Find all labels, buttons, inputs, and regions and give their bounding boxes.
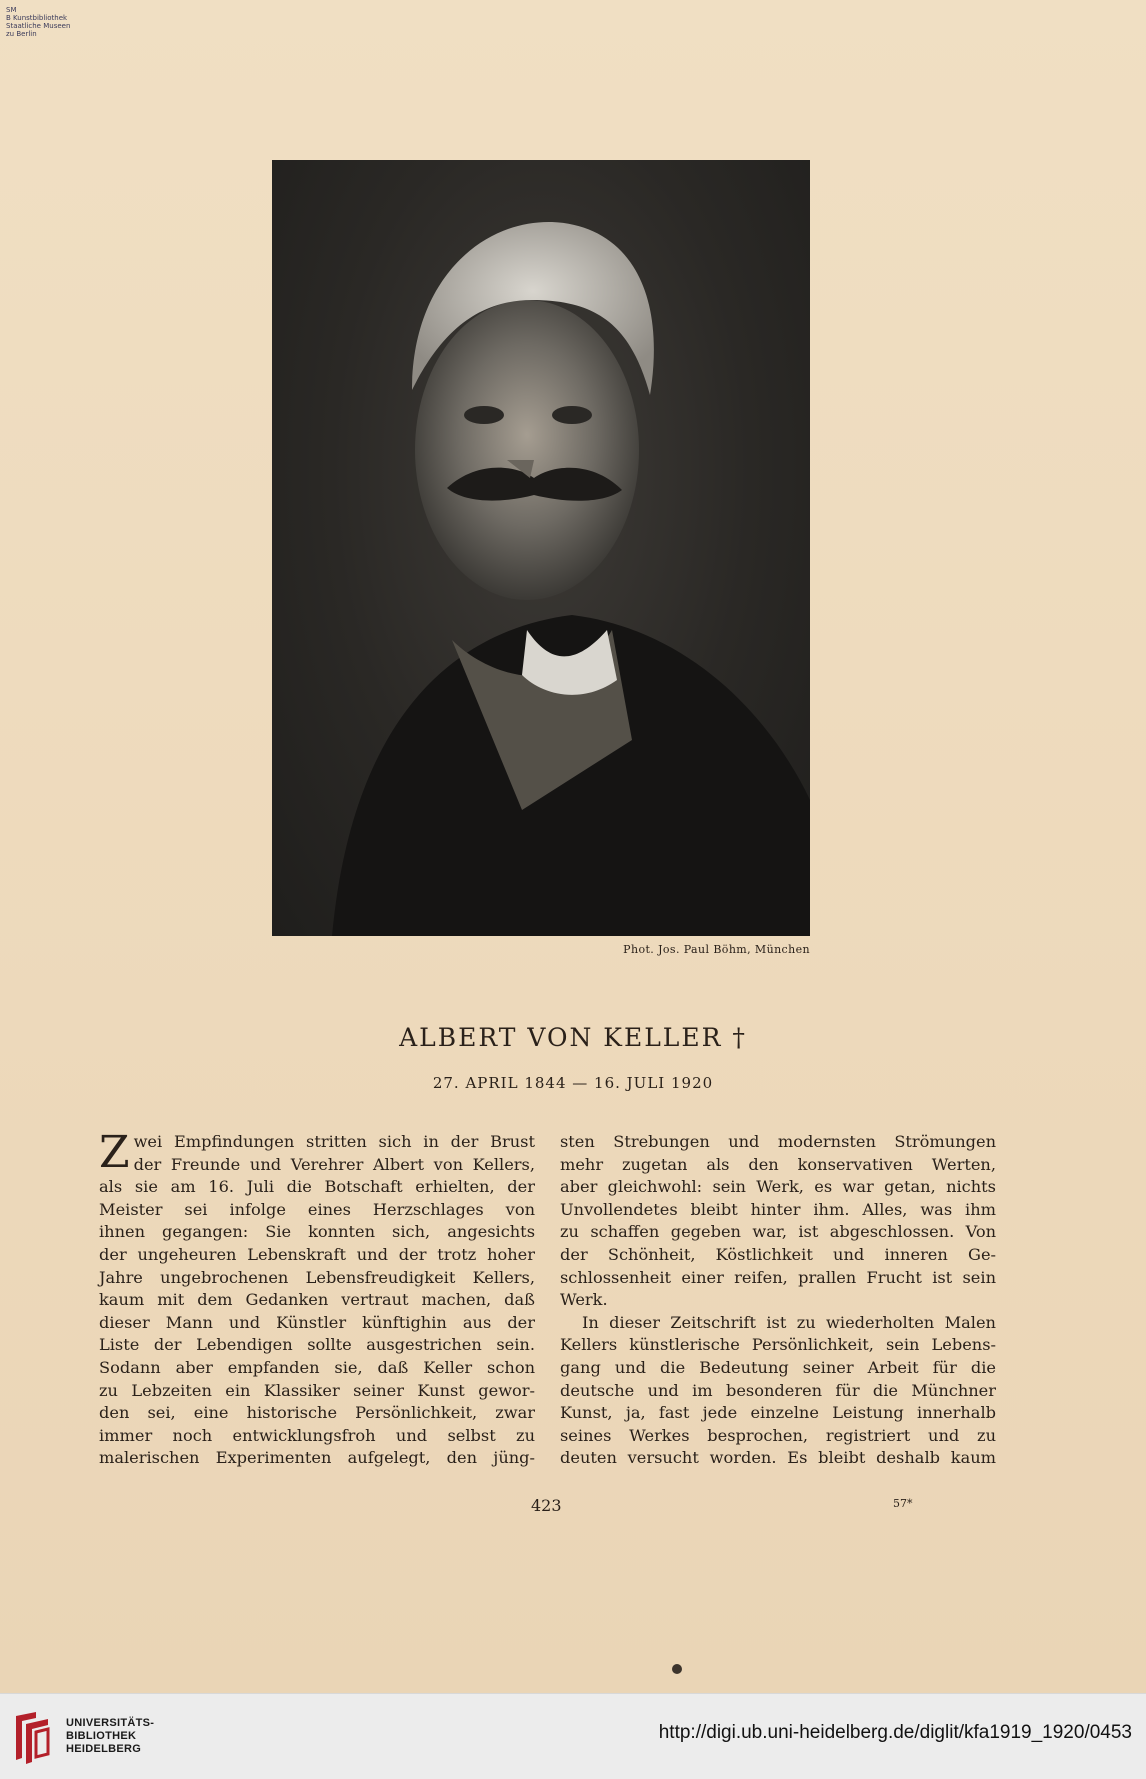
stamp-line: Staatliche Museen <box>6 22 71 30</box>
text-column-right <box>560 1131 996 1470</box>
text-line: immer noch entwicklungsfroh und selbst zu <box>99 1425 535 1445</box>
text-line: Kellers künstlerische Persönlichkeit, sein Lebens- <box>560 1335 996 1355</box>
viewer-footer <box>0 1693 1146 1779</box>
text-column-left <box>99 1127 535 1470</box>
text-line: der Schönheit, Köstlichkeit und inneren Ge- <box>560 1244 996 1264</box>
article-dates: 27. APRIL 1844 — 16. JULI 1920 <box>432 1074 714 1092</box>
text-line: der Freunde und Verehrer Albert von Kellers, <box>133 1154 535 1174</box>
library-name-line: HEIDELBERG <box>66 1743 142 1755</box>
text-line: Kunst, ja, fast jede einzelne Leistung innerhalb <box>560 1403 996 1423</box>
library-stamp <box>6 6 70 38</box>
text-line: schlossenheit einer reifen, prallen Frucht ist sein <box>560 1267 996 1287</box>
portrait-illustration <box>272 160 810 936</box>
text-line: zu schaffen gegeben war, ist abgeschlossen. Von <box>560 1222 996 1242</box>
stamp-line: SM <box>6 6 17 14</box>
text-line: wei Empfindungen stritten sich in der Brust <box>133 1132 535 1151</box>
drop-cap: Z <box>99 1127 130 1178</box>
text-line: dieser Mann und Künstler künftighin aus der <box>99 1312 535 1332</box>
text-line: mehr zugetan als den konservativen Werten, <box>560 1154 996 1174</box>
article-title: ALBERT VON KELLER † <box>399 1023 747 1052</box>
text-line: aber gleichwohl: sein Werk, es war getan, nichts <box>560 1177 996 1197</box>
text-line: zu Lebzeiten ein Klassiker seiner Kunst gewor- <box>99 1380 535 1400</box>
portrait-photo <box>272 160 810 936</box>
text-line: ihnen gegangen: Sie konnten sich, angesichts <box>99 1222 535 1242</box>
text-line: Jahre ungebrochenen Lebensfreudigkeit Kellers, <box>99 1267 535 1287</box>
library-name-line: UNIVERSITÄTS- <box>66 1717 155 1729</box>
photo-credit: Phot. Jos. Paul Böhm, München <box>623 943 810 956</box>
page-number: 423 <box>531 1496 562 1515</box>
text-line: deutsche und im besonderen für die Münchner <box>560 1380 996 1400</box>
text-line: kaum mit dem Gedanken vertraut machen, daß <box>99 1290 535 1310</box>
text-line: gang und die Bedeutung seiner Arbeit für die <box>560 1357 996 1377</box>
signature-mark: 57* <box>893 1497 913 1510</box>
text-line: sten Strebungen und modernsten Strömungen <box>560 1132 996 1151</box>
text-line: In dieser Zeitschrift ist zu wiederholten Malen <box>582 1312 996 1332</box>
ink-spot <box>672 1664 682 1674</box>
text-line: seines Werkes besprochen, registriert und zu <box>560 1425 996 1445</box>
permalink-url[interactable]: http://digi.ub.uni-heidelberg.de/diglit/kfa1919_1920/0453 <box>658 1722 1132 1743</box>
text-line: als sie am 16. Juli die Botschaft erhielten, der <box>99 1177 535 1197</box>
text-line: der ungeheuren Lebenskraft und der trotz hoher <box>99 1244 535 1264</box>
text-line: Unvollendetes bleibt hinter ihm. Alles, was ihm <box>560 1199 996 1219</box>
stamp-line: zu Berlin <box>6 30 37 38</box>
text-line: malerischen Experimenten aufgelegt, den jüng- <box>99 1448 535 1468</box>
library-name[interactable] <box>66 1717 154 1756</box>
text-line: deuten versucht worden. Es bleibt deshalb kaum <box>560 1448 996 1468</box>
text-line: Meister sei infolge eines Herzschlages von <box>99 1199 535 1219</box>
text-line: Werk. <box>560 1290 608 1310</box>
text-line: Liste der Lebendigen sollte ausgestrichen sein. <box>99 1335 535 1355</box>
library-name-line: BIBLIOTHEK <box>66 1730 137 1742</box>
university-library-logo-icon[interactable] <box>12 1708 52 1766</box>
stamp-line: B Kunstbibliothek <box>6 14 68 22</box>
text-line: Sodann aber empfanden sie, daß Keller schon <box>99 1357 535 1377</box>
text-line: den sei, eine historische Persönlichkeit, zwar <box>99 1403 535 1423</box>
